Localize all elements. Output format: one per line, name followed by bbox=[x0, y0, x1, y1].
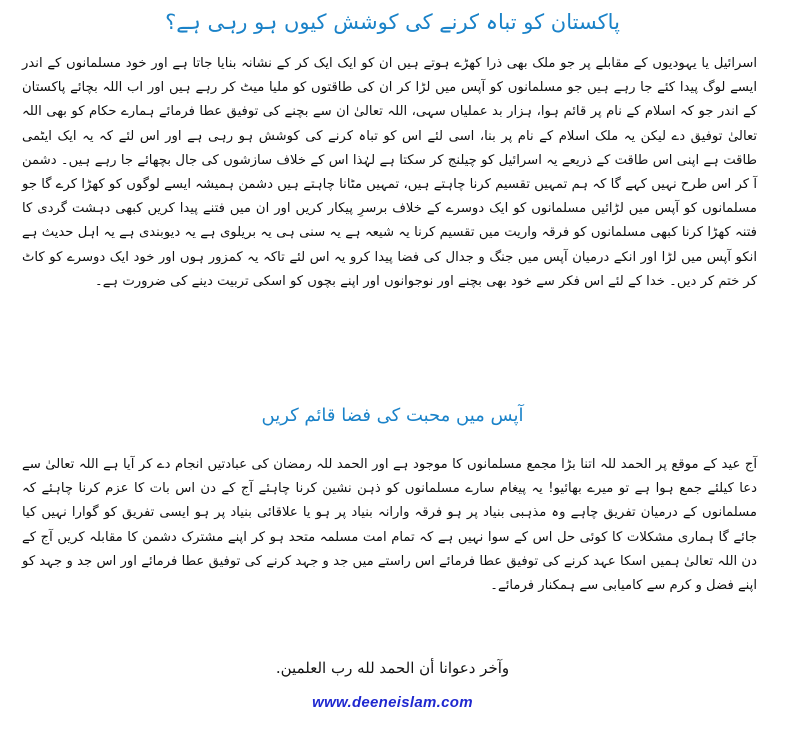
section-subtitle: آپس میں محبت کی فضا قائم کریں bbox=[261, 405, 524, 426]
paragraph-2: آج عید کے موقع پر الحمد للہ اتنا بڑا مجمع مسلمانوں کا موجود ہے اور الحمد للہ رمضان کی عبادتیں انجام دے کر آیا ہے اللہ تعالیٰ سے دعا کیلئے جمع ہوا ہے تو میرے بھائیو! یہ پیغام سارے مسلمانوں کو ذہن نشین کرنا چاہئے آج کے دن اس بات کا عزم کرنا چاہئے کہ مسلمانوں کے درمیان تفریق چاہے وہ مذہبی بنیاد پر ہو فرقہ وارانہ بنیاد پر ہو یا علاقائی بنیاد پر ہو ایسی تفریق کو گوارا نہیں کیا جائے گا ہماری مشکلات کا کوئی حل اس کے سوا نہیں ہے کہ تمام امت مسلمہ متحد ہو کر اپنے مشترک دشمن کا مقابلہ کریں آج کے دن اللہ تعالیٰ ہمیں اسکا عہد کرنے کی توفیق عطا فرمائے اس راستے میں جد و جہد کرنے کی توفیق عطا فرمائے اور اس جد و جہد کو اپنے فضل و کرم سے کامیابی سے ہمکنار فرمائے۔ bbox=[22, 457, 757, 594]
website-link[interactable]: www.deeneislam.com bbox=[312, 694, 473, 711]
article-title: پاکستان کو تباہ کرنے کی کوشش کیوں ہو رہی ہے؟ bbox=[165, 10, 620, 34]
closing-prayer: وآخر دعوانا أن الحمد لله رب العلمين. bbox=[275, 659, 510, 677]
paragraph-1: اسرائیل یا یہودیوں کے مقابلے پر جو ملک بھی ذرا کھڑے ہوتے ہیں ان کو ایک ایک کر کے نشانہ بنایا جاتا ہے اور خود مسلمانوں کے اندر ایسے لوگ پیدا کئے جا رہے ہیں جو مسلمانوں کو آپس میں لڑا کر ان کی طاقتوں کو ملیا میٹ کر رہے ہیں اور اب اللہ بچائے پاکستان کے اندر جو کہ اسلام کے نام پر قائم ہوا، ہزار بد عملیاں سہی، اللہ تعالیٰ ان سے بچنے کی توفیق عطا فرمائے ہمارے حکام کو بھی اللہ تعالیٰ توفیق دے لیکن یہ ملک اسلام کے نام پر بنا، اسی لئے اس کو تباہ کرنے کی کوشش ہو رہی ہے اور اس لئے کہ یہ ایک ایٹمی طاقت ہے اپنی اس طاقت کے ذریعے یہ اسرائیل کو چیلنج کر سکتا ہے لہٰذا اس کے خلاف سازشوں کی جال بچھائے جا رہے ہیں۔ دشمن آ کر اس طرح نہیں کہے گا کہ ہم تمہیں تقسیم کرنا چاہتے ہیں، تمہیں مٹانا چاہتے ہیں دشمن ہمیشہ ایسے لوگوں کو کھڑا کرے گا جو مسلمانوں کو آپس میں لڑائیں مسلمانوں کو ایک دوسرے کے خلاف برسرِ پیکار کریں اور ان میں فتنے پیدا کریں کبھی دہشت گردی کا فتنہ کھڑا کرنا کبھی مسلمانوں کو فرقہ واریت میں تقسیم کرنا یہ شیعہ ہے یہ سنی ہی یہ بریلوی ہے یہ دیوبندی ہے یہ اہل حدیث ہے انکو آپس میں لڑا اور انکے درمیان آپس میں جنگ و جدال کی فضا پیدا کرو یہ اس لئے تاکہ یہ کمزور ہوں اور خود ایک دوسرے کو کاٹ کر ختم کر دیں۔ خدا کے لئے اس فکر سے خود بھی بچنے اور نوجوانوں اور اپنے بچوں کو اسکی تربیت دینے کی ضرورت ہے۔ bbox=[22, 56, 757, 289]
